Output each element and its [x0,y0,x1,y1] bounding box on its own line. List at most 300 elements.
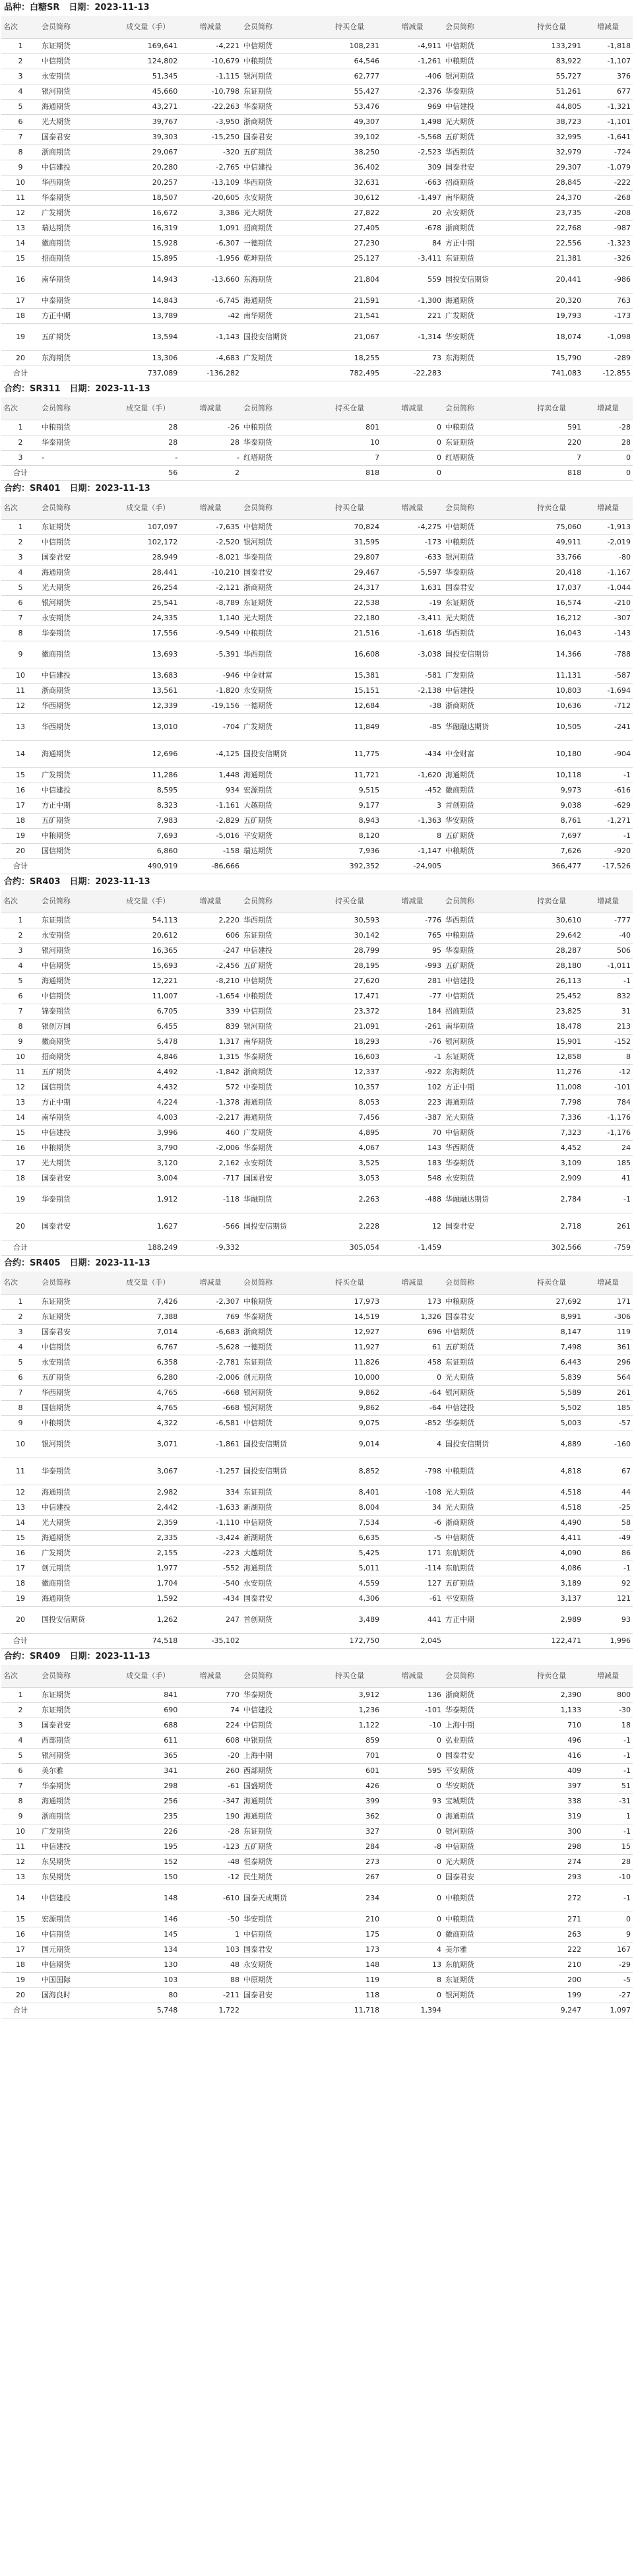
value-cell: -2,006 [179,1141,241,1156]
column-header: 会员简称 [40,1665,116,1688]
value-cell: -616 [583,783,633,798]
value-cell: 17,973 [318,1295,381,1310]
member-name-cell: 浙商期货 [241,581,318,596]
value-cell: -20,605 [179,191,241,206]
member-name-cell: 中信建投 [40,1885,116,1912]
value-cell: 6,455 [116,1019,179,1035]
rank-cell: 10 [1,176,40,191]
total-value-cell: 782,495 [318,366,381,381]
value-cell: 93 [381,1794,443,1809]
member-name-cell: 中信期货 [40,1927,116,1943]
value-cell: 298 [116,1779,179,1794]
value-cell: -12 [583,1065,633,1080]
value-cell: -8,789 [179,596,241,611]
value-cell: -633 [381,550,443,565]
value-cell: -143 [583,626,633,641]
member-name-cell: 中粮期货 [241,626,318,641]
member-name-cell: 浙商期货 [40,684,116,699]
table-row [1,1370,633,1386]
table-row [1,1416,633,1431]
rank-cell: 11 [1,1458,40,1485]
member-name-cell: 中信建投 [40,160,116,176]
value-cell: 841 [116,1688,179,1703]
value-cell: -123 [179,1840,241,1855]
member-name-cell: 中信建投 [443,1401,520,1416]
value-cell: -1,641 [583,130,633,145]
value-cell: 15,901 [520,1035,583,1050]
member-name-cell: 华西期货 [40,714,116,741]
column-header: 会员简称 [40,397,116,420]
value-cell: 7,936 [318,844,381,859]
column-header: 会员简称 [443,1665,520,1688]
table-row [1,1500,633,1516]
member-name-cell: 国泰君安 [241,1943,318,1958]
value-cell: -904 [583,741,633,768]
rank-cell: 11 [1,191,40,206]
member-name-cell: 浙商期货 [241,115,318,130]
column-header: 会员简称 [40,497,116,520]
table-row [1,565,633,581]
rank-cell: 17 [1,798,40,814]
member-name-cell: 华泰期货 [40,626,116,641]
value-cell: 9,862 [318,1386,381,1401]
rank-cell: 18 [1,1171,40,1186]
table-row [1,944,633,959]
total-value-cell: 56 [116,466,179,481]
value-cell: -1,107 [583,54,633,69]
rank-cell: 1 [1,420,40,435]
value-cell: -2,456 [179,959,241,974]
value-cell: 1,262 [116,1607,179,1634]
table-row [1,844,633,859]
value-cell: 18,478 [520,1019,583,1035]
value-cell: 107,097 [116,520,179,535]
table-row [1,1764,633,1779]
value-cell: -22,263 [179,100,241,115]
member-name-cell: 中信建投 [40,783,116,798]
member-name-cell: 中粮期货 [443,844,520,859]
member-name-cell: 华西期货 [241,641,318,668]
member-name-cell: 大越期货 [241,1546,318,1561]
table-row [1,1141,633,1156]
value-cell: -776 [381,913,443,928]
rank-cell: 18 [1,1576,40,1592]
member-name-cell: 招商期货 [241,221,318,236]
empty-cell [40,859,116,874]
value-cell: 223 [381,1095,443,1111]
rank-cell: 20 [1,351,40,366]
table-row [1,294,633,309]
member-name-cell: 西部期货 [40,1733,116,1749]
value-cell: 832 [583,989,633,1004]
column-header: 增减量 [381,1272,443,1295]
value-cell: 28,195 [318,959,381,974]
column-header: 会员简称 [40,890,116,913]
value-cell: 58 [583,1516,633,1531]
value-cell: 148 [116,1885,179,1912]
table-header-row [1,16,633,39]
value-cell: 173 [318,1943,381,1958]
table-row [1,1035,633,1050]
member-name-cell: 徽商期货 [40,641,116,668]
value-cell: 0 [381,1988,443,2003]
rank-cell: 4 [1,1340,40,1355]
empty-cell [241,366,318,381]
value-cell: -13,660 [179,267,241,294]
empty-cell [241,1240,318,1256]
table-row [1,1458,633,1485]
value-cell: 4,067 [318,1141,381,1156]
value-cell: 45,660 [116,84,179,100]
table-row [1,1546,633,1561]
member-name-cell: 国海良时 [40,1988,116,2003]
value-cell: 145 [116,1927,179,1943]
value-cell: 6,443 [520,1355,583,1370]
member-name-cell: 华泰期货 [443,1156,520,1171]
table-row [1,959,633,974]
value-cell: 25,541 [116,596,179,611]
member-name-cell: 东证期货 [40,39,116,54]
value-cell: 548 [381,1171,443,1186]
value-cell: 2,718 [520,1213,583,1240]
value-cell: -1,620 [381,768,443,783]
member-name-cell: 银河期货 [241,1401,318,1416]
member-name-cell: 国泰君安 [40,1213,116,1240]
value-cell: 4,322 [116,1416,179,1431]
value-cell: 54,113 [116,913,179,928]
table-row [1,714,633,741]
rank-cell: 4 [1,959,40,974]
table-row [1,1095,633,1111]
rank-cell: 3 [1,550,40,565]
empty-cell [443,1634,520,1649]
rank-cell: 15 [1,251,40,267]
member-name-cell: 光大期货 [40,1156,116,1171]
member-name-cell: 华融融达期货 [443,714,520,741]
table-row [1,191,633,206]
value-cell: 0 [583,1912,633,1927]
table-row [1,1111,633,1126]
total-value-cell: 737,089 [116,366,179,381]
table-row [1,684,633,699]
column-header: 持买仓量 [318,890,381,913]
value-cell: 133,291 [520,39,583,54]
member-name-cell: 招商期货 [40,251,116,267]
member-name-cell: 中信期货 [241,1718,318,1733]
value-cell: 3,071 [116,1431,179,1458]
column-header: 增减量 [381,890,443,913]
rank-cell: 10 [1,1050,40,1065]
value-cell: 7 [318,451,381,466]
column-header: 会员简称 [443,16,520,39]
value-cell: -1,694 [583,684,633,699]
value-cell: 267 [318,1870,381,1885]
member-name-cell: 中粮期货 [40,829,116,844]
value-cell: 119 [318,1973,381,1988]
value-cell: 2,909 [520,1171,583,1186]
value-cell: 3,996 [116,1126,179,1141]
member-name-cell: 五矿期货 [40,1065,116,1080]
value-cell: -306 [583,1310,633,1325]
table-row [1,1156,633,1171]
value-cell: 80 [116,1988,179,2003]
empty-cell [443,466,520,481]
value-cell: 496 [520,1733,583,1749]
member-name-cell: 中信期货 [40,1958,116,1973]
member-name-cell: 华泰期货 [241,1310,318,1325]
total-value-cell: 1,394 [381,2003,443,2018]
value-cell: 2,335 [116,1531,179,1546]
value-cell: 7,323 [520,1126,583,1141]
value-cell: 74 [179,1703,241,1718]
member-name-cell: 银河期货 [443,69,520,84]
value-cell: 4,518 [520,1485,583,1500]
value-cell: -724 [583,145,633,160]
value-cell: -5 [583,1973,633,1988]
member-name-cell: 华安期货 [443,324,520,351]
member-name-cell: 光大期货 [40,115,116,130]
member-name-cell: 东航期货 [443,1561,520,1576]
table-row [1,1004,633,1019]
member-name-cell: 华融期货 [241,1186,318,1213]
rank-cell: 13 [1,1500,40,1516]
value-cell: 0 [381,1927,443,1943]
column-header: 会员简称 [241,1272,318,1295]
value-cell: 23,735 [520,206,583,221]
total-value-cell: -12,855 [583,366,633,381]
member-name-cell: 东证期货 [443,1973,520,1988]
value-cell: 1,317 [179,1035,241,1050]
table-header-row [1,1272,633,1295]
member-name-cell: 银河期货 [443,1386,520,1401]
value-cell: 28,845 [520,176,583,191]
table-row [1,130,633,145]
value-cell: 221 [381,309,443,324]
member-name-cell: 浙商期货 [443,1688,520,1703]
member-name-cell: 银创万国 [40,1019,116,1035]
total-value-cell: 490,919 [116,859,179,874]
member-name-cell: 中信期货 [443,1531,520,1546]
table-row [1,989,633,1004]
value-cell: 88 [179,1973,241,1988]
member-name-cell: 国投安信期货 [241,1431,318,1458]
member-name-cell: 中粮期货 [443,535,520,550]
value-cell: -27 [583,1988,633,2003]
value-cell: -10,798 [179,84,241,100]
value-cell: 34 [381,1500,443,1516]
member-name-cell: 东海期货 [241,267,318,294]
table-row [1,550,633,565]
section-header [1,0,633,16]
value-cell: 341 [116,1764,179,1779]
value-cell: 27,620 [318,974,381,989]
table-row [1,1733,633,1749]
value-cell: 8,852 [318,1458,381,1485]
member-name-cell: 广发期货 [443,668,520,684]
value-cell: 28 [116,435,179,451]
value-cell: 5,839 [520,1370,583,1386]
value-cell: 28,180 [520,959,583,974]
value-cell: 16,672 [116,206,179,221]
member-name-cell: 浙商期货 [40,145,116,160]
value-cell: 409 [520,1764,583,1779]
member-name-cell: 华西期货 [40,176,116,191]
value-cell: -668 [179,1401,241,1416]
value-cell: -1,820 [179,684,241,699]
value-cell: 8,004 [318,1500,381,1516]
member-name-cell: 浙商期货 [443,221,520,236]
rank-cell: 17 [1,1156,40,1171]
value-cell: 4,846 [116,1050,179,1065]
table-row [1,1794,633,1809]
column-header: 名次 [1,1272,40,1295]
column-header: 成交量（手） [116,16,179,39]
value-cell: 256 [116,1794,179,1809]
member-name-cell: 华泰期货 [443,944,520,959]
member-name-cell: 国泰君安 [40,550,116,565]
value-cell: 23,372 [318,1004,381,1019]
value-cell: 2,784 [520,1186,583,1213]
member-name-cell: 华泰期货 [40,1779,116,1794]
value-cell: -101 [583,1080,633,1095]
member-name-cell: 中信期货 [443,989,520,1004]
value-cell: -1,633 [179,1500,241,1516]
member-name-cell: 国泰君安 [443,1310,520,1325]
value-cell: -946 [179,668,241,684]
column-header: 增减量 [179,397,241,420]
value-cell: 16,319 [116,221,179,236]
member-name-cell: 海通期货 [241,768,318,783]
value-cell: 934 [179,783,241,798]
value-cell: -4,125 [179,741,241,768]
member-name-cell: 华泰期货 [443,565,520,581]
column-header: 持卖仓量 [520,16,583,39]
value-cell: 4,090 [520,1546,583,1561]
table-row [1,84,633,100]
member-name-cell: 首创期货 [241,1607,318,1634]
column-header: 会员简称 [40,1272,116,1295]
total-value-cell: 2,045 [381,1634,443,1649]
member-name-cell: 中泰期货 [40,294,116,309]
member-name-cell: 五矿期货 [443,1340,520,1355]
member-name-cell: 南华期货 [40,1111,116,1126]
value-cell: 1,592 [116,1592,179,1607]
rank-cell: 14 [1,1111,40,1126]
value-cell: -2,829 [179,814,241,829]
value-cell: 1,236 [318,1703,381,1718]
value-cell: 5,425 [318,1546,381,1561]
rank-cell: 13 [1,221,40,236]
member-name-cell: 永安期货 [241,1576,318,1592]
value-cell: 9,515 [318,783,381,798]
value-cell: 64,546 [318,54,381,69]
empty-cell [443,1240,520,1256]
member-name-cell: 锦泰期货 [40,1004,116,1019]
column-header: 成交量（手） [116,890,179,913]
value-cell: -64 [381,1386,443,1401]
rank-cell: 11 [1,1065,40,1080]
member-name-cell: 中金财富 [241,668,318,684]
member-name-cell: 国泰君安 [40,130,116,145]
value-cell: 765 [381,928,443,944]
rank-cell: 11 [1,1840,40,1855]
value-cell: 3,109 [520,1156,583,1171]
rank-cell: 7 [1,1386,40,1401]
rank-cell: 20 [1,1213,40,1240]
value-cell: 220 [520,435,583,451]
member-name-cell: 中信建投 [443,100,520,115]
value-cell: 4,765 [116,1401,179,1416]
rank-cell: 18 [1,309,40,324]
value-cell: 263 [520,1927,583,1943]
rank-cell: 2 [1,435,40,451]
value-cell: 8,943 [318,814,381,829]
value-cell: 44,805 [520,100,583,115]
member-name-cell: 海通期货 [241,1809,318,1824]
total-label: 合计 [1,366,40,381]
total-value-cell: 172,750 [318,1634,381,1649]
ranking-table [1,890,633,1256]
column-header: 会员简称 [241,890,318,913]
member-name-cell: 五矿期货 [241,814,318,829]
member-name-cell: 海通期货 [241,1794,318,1809]
member-name-cell: 红塔期货 [241,451,318,466]
member-name-cell: 银河期货 [40,1431,116,1458]
value-cell: 25,452 [520,989,583,1004]
member-name-cell: 华西期货 [40,699,116,714]
member-name-cell: 国泰君安 [241,565,318,581]
table-row [1,69,633,84]
value-cell: 51,261 [520,84,583,100]
value-cell: -108 [381,1485,443,1500]
value-cell: 3,386 [179,206,241,221]
value-cell: 15,693 [116,959,179,974]
column-header: 会员简称 [443,1272,520,1295]
value-cell: 338 [520,1794,583,1809]
value-cell: 31,595 [318,535,381,550]
value-cell: 293 [520,1870,583,1885]
value-cell: 460 [179,1126,241,1141]
value-cell: 7,697 [520,829,583,844]
column-header: 名次 [1,397,40,420]
value-cell: 2,263 [318,1186,381,1213]
value-cell: -2,765 [179,160,241,176]
member-name-cell: 五矿期货 [40,814,116,829]
column-header: 会员简称 [443,890,520,913]
value-cell: 1 [583,1809,633,1824]
member-name-cell: 东航期货 [443,1546,520,1561]
rank-cell: 5 [1,581,40,596]
value-cell: 143 [381,1141,443,1156]
value-cell: -2,006 [179,1370,241,1386]
value-cell: 309 [381,160,443,176]
value-cell: -1,861 [179,1431,241,1458]
value-cell: 6,635 [318,1531,381,1546]
value-cell: 18,507 [116,191,179,206]
rank-cell: 16 [1,1546,40,1561]
member-name-cell: 中信期货 [443,1126,520,1141]
member-name-cell: 国泰君安 [40,1171,116,1186]
value-cell: 28,799 [318,944,381,959]
value-cell: 16,574 [520,596,583,611]
member-name-cell: 银河期货 [40,84,116,100]
value-cell: 152 [116,1855,179,1870]
value-cell: 13,789 [116,309,179,324]
value-cell: 21,516 [318,626,381,641]
value-cell: 28,287 [520,944,583,959]
member-name-cell: 美尔雅 [40,1764,116,1779]
value-cell: 10,180 [520,741,583,768]
